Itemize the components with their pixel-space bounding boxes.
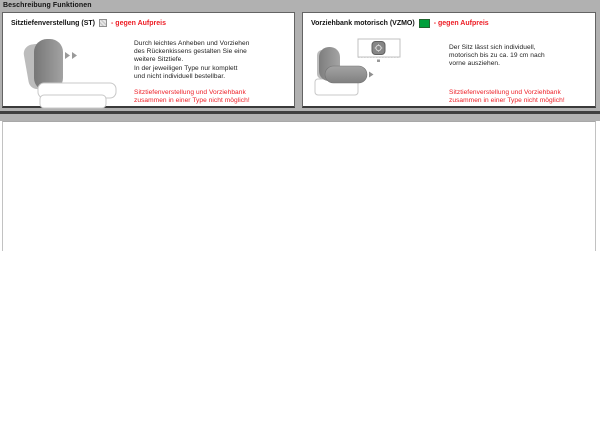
- section-divider-rule: [0, 111, 600, 114]
- motorized-seat-illustration: [306, 37, 408, 115]
- description-line: und nicht individuell bestellbar.: [134, 72, 226, 80]
- functions-section: [0, 0, 600, 121]
- warning-line: zusammen in einer Type nicht möglich!: [449, 97, 565, 105]
- forward-arrow-icon: [369, 72, 374, 78]
- extended-seat-cushion: [325, 66, 367, 83]
- description-line: motorisch bis zu ca. 19 cm nach: [449, 52, 545, 60]
- fabric-swatch-icon: [99, 19, 107, 27]
- sofa-base: [40, 95, 106, 108]
- motor-icon: [372, 42, 385, 55]
- description-line: Durch leichtes Anheben und Vorziehen: [134, 40, 250, 47]
- surcharge-label: - gegen Aufpreis: [433, 20, 489, 27]
- surcharge-label: - gegen Aufpreis: [111, 19, 166, 27]
- panel-title-row: [311, 19, 489, 28]
- panel-vorziehbank-motorisch: [302, 12, 596, 108]
- panel-title: Vorziehbank motorisch (VZMO): [311, 20, 415, 27]
- green-color-swatch: [419, 19, 430, 28]
- panel-warning: [449, 89, 565, 106]
- panel-title: Sitztiefenverstellung (ST): [11, 19, 96, 27]
- description-line: weitere Sitztiefe.: [134, 56, 184, 64]
- panel-warning: [134, 89, 250, 106]
- panel-description: [449, 44, 545, 69]
- seat-depth-sofa-illustration: [23, 39, 123, 113]
- panel-description: [134, 40, 249, 81]
- warning-line: zusammen in einer Type nicht möglich!: [134, 97, 250, 105]
- page-title: Beschreibung Funktionen: [3, 2, 92, 9]
- panel-title-row: [11, 19, 166, 27]
- description-line: In der jeweiligen Type nur komplett: [134, 64, 238, 72]
- empty-content-frame: [2, 121, 596, 251]
- panel-sitztiefenverstellung: [2, 12, 295, 108]
- description-line: Der Sitz lässt sich individuell,: [449, 44, 536, 51]
- warning-line: Sitztiefenverstellung und Vorziehbank: [134, 89, 246, 96]
- description-line: des Rückenkissens gestalten Sie eine: [134, 48, 247, 56]
- warning-line: Sitztiefenverstellung und Vorziehbank: [449, 89, 561, 96]
- description-line: vorne ausziehen.: [449, 60, 501, 68]
- forward-arrow-icon: [65, 52, 70, 59]
- motor-mount-mark: [377, 60, 380, 63]
- forward-arrow-icon: [72, 52, 77, 59]
